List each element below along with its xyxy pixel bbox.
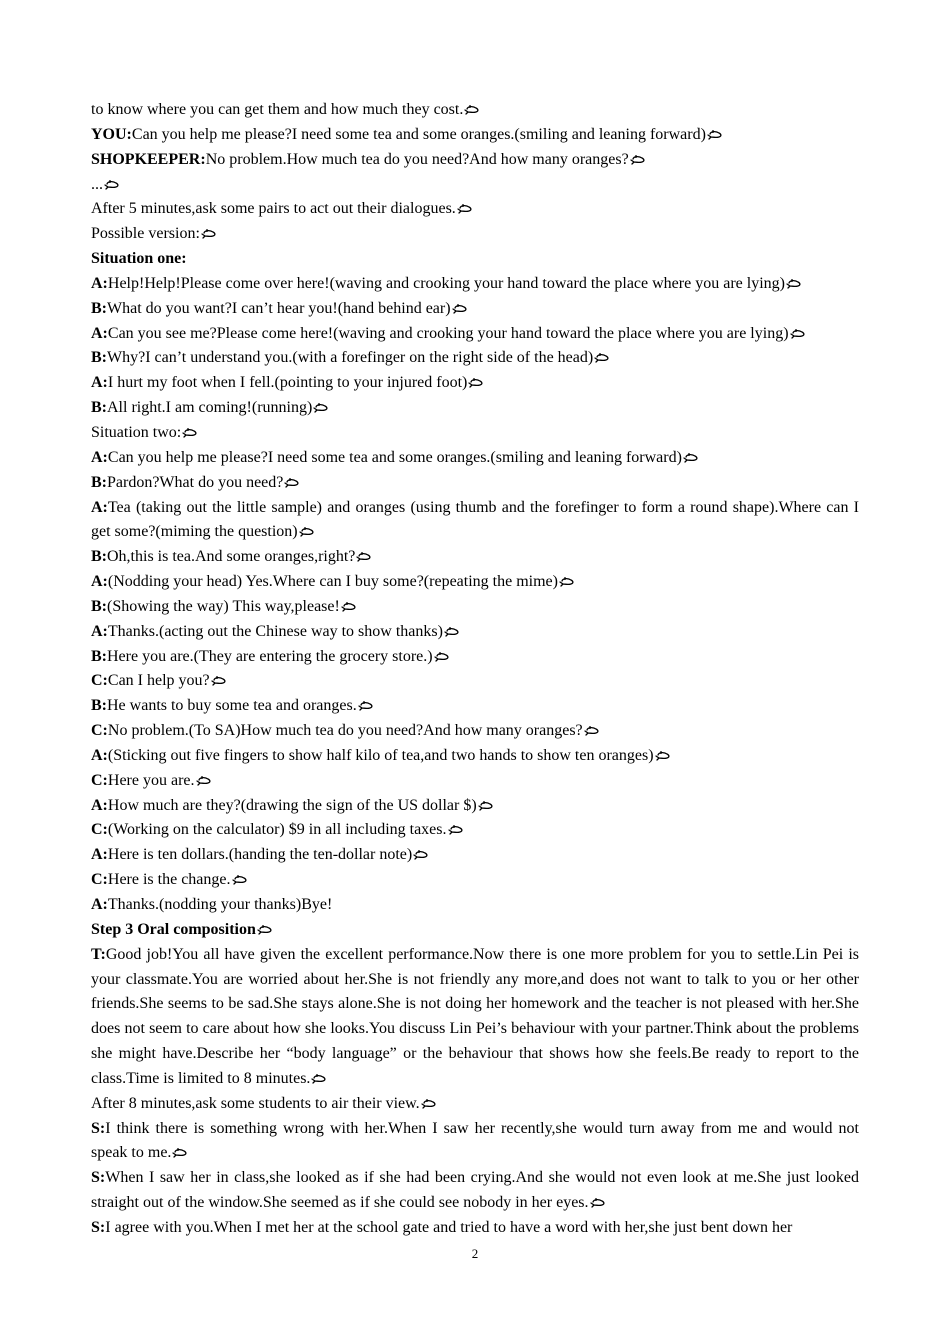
dialogue-line: SHOPKEEPER:No problem.How much tea do you need?And how many oranges?	[91, 148, 859, 173]
paragraph-mark-icon	[356, 551, 373, 562]
page-number: 2	[471, 1246, 479, 1261]
paragraph-mark-icon	[448, 824, 465, 835]
dialogue-line: B:(Showing the way) This way,please!	[91, 595, 859, 620]
paragraph-mark-icon	[594, 352, 611, 363]
paragraph-mark-icon	[444, 626, 461, 637]
text-line: Situation two:	[91, 421, 859, 446]
paragraph-mark-icon	[313, 402, 330, 413]
section-heading: Step 3 Oral composition	[91, 918, 859, 943]
dialogue-line: C:(Working on the calculator) $9 in all including taxes.	[91, 818, 859, 843]
dialogue-line: A:I hurt my foot when I fell.(pointing to your injured foot)	[91, 371, 859, 396]
paragraph-mark-icon	[196, 775, 213, 786]
paragraph-mark-icon	[434, 651, 451, 662]
dialogue-line: C:Here you are.	[91, 769, 859, 794]
dialogue-line: A:How much are they?(drawing the sign of the US dollar $)	[91, 794, 859, 819]
paragraph-mark-icon	[790, 328, 807, 339]
paragraph-mark-icon	[452, 303, 469, 314]
dialogue-line: YOU:Can you help me please?I need some tea and some oranges.(smiling and leaning forward)	[91, 123, 859, 148]
paragraph-mark-icon	[284, 477, 301, 488]
student-paragraph: S:I agree with you.When I met her at the school gate and tried to have a word with her,she just bent down her	[91, 1218, 793, 1236]
paragraph-mark-icon	[211, 675, 228, 686]
paragraph-mark-icon	[655, 750, 672, 761]
text-line: After 8 minutes,ask some students to air their view.	[91, 1092, 859, 1117]
paragraph-mark-icon	[358, 700, 375, 711]
paragraph-mark-icon	[590, 1197, 607, 1208]
dialogue-line: B:All right.I am coming!(running)	[91, 396, 859, 421]
paragraph-mark-icon	[413, 849, 430, 860]
text-line: ...	[91, 173, 859, 198]
paragraph-mark-icon	[464, 104, 481, 115]
dialogue-line: A:Can you see me?Please come here!(waving and crooking your hand toward the place where you are lying)	[91, 322, 859, 347]
paragraph-mark-icon	[341, 601, 358, 612]
paragraph-mark-icon	[457, 203, 474, 214]
paragraph-mark-icon	[232, 874, 249, 885]
paragraph-mark-icon	[468, 377, 485, 388]
dialogue-line: B:He wants to buy some tea and oranges.	[91, 694, 859, 719]
dialogue-line: C:Here is the change.	[91, 868, 859, 893]
paragraph-mark-icon	[257, 924, 274, 935]
dialogue-paragraph: A:Tea (taking out the little sample) and oranges (using thumb and the forefinger to form a round shape).Where can I get some?(miming the question)	[91, 498, 859, 541]
paragraph-mark-icon	[559, 576, 576, 587]
paragraph-mark-icon	[172, 1147, 189, 1158]
text-line: to know where you can get them and how much they cost.	[91, 98, 859, 123]
paragraph-mark-icon	[683, 452, 700, 463]
dialogue-line: A:(Sticking out five fingers to show half kilo of tea,and two hands to show ten oranges)	[91, 744, 859, 769]
paragraph-mark-icon	[201, 228, 218, 239]
text-line: After 5 minutes,ask some pairs to act out their dialogues.	[91, 197, 859, 222]
dialogue-line: B:Why?I can’t understand you.(with a forefinger on the right side of the head)	[91, 346, 859, 371]
paragraph-mark-icon	[421, 1098, 438, 1109]
paragraph-mark-icon	[707, 129, 724, 140]
dialogue-line: A:(Nodding your head) Yes.Where can I buy some?(repeating the mime)	[91, 570, 859, 595]
paragraph-mark-icon	[104, 179, 121, 190]
dialogue-line: A:Thanks.(acting out the Chinese way to show thanks)	[91, 620, 859, 645]
teacher-paragraph: T:Good job!You all have given the excellent performance.Now there is one more problem for you to settle.Lin Pei is your classmate.You are worried about her.She is not friendly any more,and does not want to talk to you or her other friends.She seems to be sad.She stays alone.She is not doing her homework and the teacher is not pleased with her.She does not seem to care about how she looks.You discuss Lin Pei’s behaviour with your partner.Think about the problems she might have.Describe her “body language” or the behaviour that shows how she feels.Be ready to report to the class.Time is limited to 8 minutes.	[91, 945, 859, 1087]
dialogue-line: B:What do you want?I can’t hear you!(hand behind ear)	[91, 297, 859, 322]
dialogue-line: A:Thanks.(nodding your thanks)Bye!	[91, 896, 333, 913]
paragraph-mark-icon	[786, 278, 803, 289]
paragraph-mark-icon	[311, 1073, 328, 1084]
paragraph-mark-icon	[478, 800, 495, 811]
dialogue-line: A:Here is ten dollars.(handing the ten-dollar note)	[91, 843, 859, 868]
dialogue-line: A:Can you help me please?I need some tea and some oranges.(smiling and leaning forward)	[91, 446, 859, 471]
paragraph-mark-icon	[299, 526, 316, 537]
dialogue-line: C:No problem.(To SA)How much tea do you need?And how many oranges?	[91, 719, 859, 744]
dialogue-line: B:Pardon?What do you need?	[91, 471, 859, 496]
dialogue-line: A:Help!Help!Please come over here!(waving and crooking your hand toward the place where you are lying)	[91, 272, 859, 297]
student-paragraph: S:When I saw her in class,she looked as if she had been crying.And she would not even look at me.She just looked straight out of the window.She seemed as if she could see nobody in her eyes.	[91, 1169, 859, 1212]
section-heading: Situation one:	[91, 250, 187, 268]
student-paragraph: S:I think there is something wrong with her.When I saw her recently,she would turn away from me and would not speak to me.	[91, 1119, 859, 1162]
dialogue-line: B:Oh,this is tea.And some oranges,right?	[91, 545, 859, 570]
paragraph-mark-icon	[182, 427, 199, 438]
document-page	[91, 98, 859, 1241]
dialogue-line: B:Here you are.(They are entering the grocery store.)	[91, 645, 859, 670]
text-line: Possible version:	[91, 222, 859, 247]
paragraph-mark-icon	[630, 154, 647, 165]
paragraph-mark-icon	[584, 725, 601, 736]
dialogue-line: C:Can I help you?	[91, 669, 859, 694]
